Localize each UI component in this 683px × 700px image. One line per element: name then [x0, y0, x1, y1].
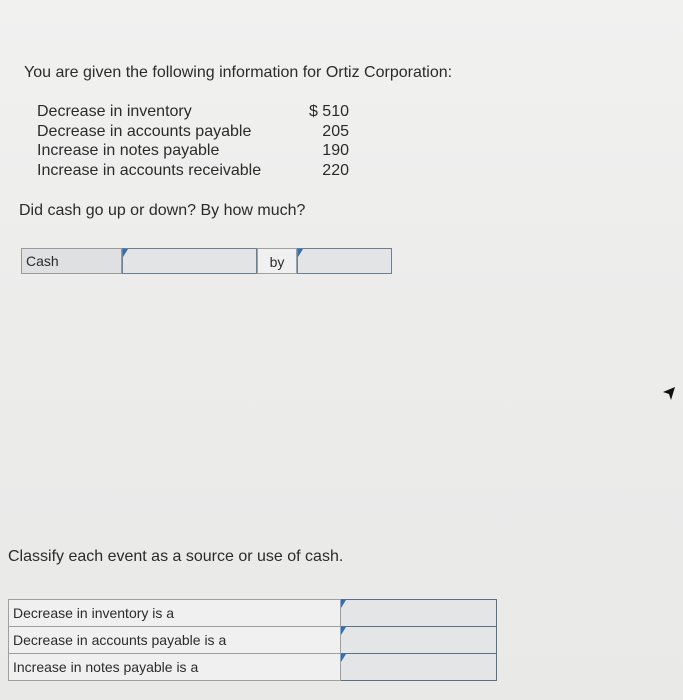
- info-label: Decrease in accounts payable: [37, 122, 252, 140]
- info-table: [37, 102, 349, 180]
- dropdown-marker-icon: [341, 654, 346, 662]
- by-label: by: [257, 248, 297, 274]
- source-use-dropdown[interactable]: [341, 627, 497, 654]
- question-text: Did cash go up or down? By how much?: [19, 202, 306, 219]
- cash-answer-row: [21, 248, 392, 274]
- table-row: [9, 627, 497, 654]
- info-row: [37, 141, 349, 161]
- info-label: Increase in accounts receivable: [37, 161, 262, 179]
- mouse-cursor-icon: [662, 386, 676, 402]
- cash-label: Cash: [21, 248, 122, 274]
- info-row: [37, 161, 349, 181]
- dropdown-marker-icon: [298, 249, 303, 257]
- dropdown-marker-icon: [341, 627, 346, 635]
- cash-direction-dropdown[interactable]: [122, 248, 257, 274]
- event-label: Increase in notes payable is a: [9, 654, 341, 681]
- cash-amount-input[interactable]: [297, 248, 392, 274]
- info-value: 190: [322, 142, 349, 159]
- info-label: Increase in notes payable: [37, 142, 220, 159]
- info-label: Decrease in inventory: [37, 103, 192, 120]
- dropdown-marker-icon: [123, 249, 128, 257]
- classify-heading: Classify each event as a source or use of cash.: [8, 548, 344, 565]
- info-value: 220: [322, 161, 349, 179]
- info-row: [37, 102, 349, 122]
- table-row: [9, 600, 497, 627]
- info-row: [37, 122, 349, 142]
- table-row: [9, 654, 497, 681]
- info-value: $ 510: [308, 103, 349, 120]
- event-label: Decrease in accounts payable is a: [9, 627, 341, 654]
- event-label: Decrease in inventory is a: [9, 600, 341, 627]
- info-value: 205: [322, 122, 349, 140]
- problem-intro: You are given the following information for Ortiz Corporation:: [24, 64, 453, 81]
- classification-table: [8, 599, 497, 681]
- source-use-dropdown[interactable]: [341, 654, 497, 681]
- dropdown-marker-icon: [341, 600, 346, 608]
- source-use-dropdown[interactable]: [341, 600, 497, 627]
